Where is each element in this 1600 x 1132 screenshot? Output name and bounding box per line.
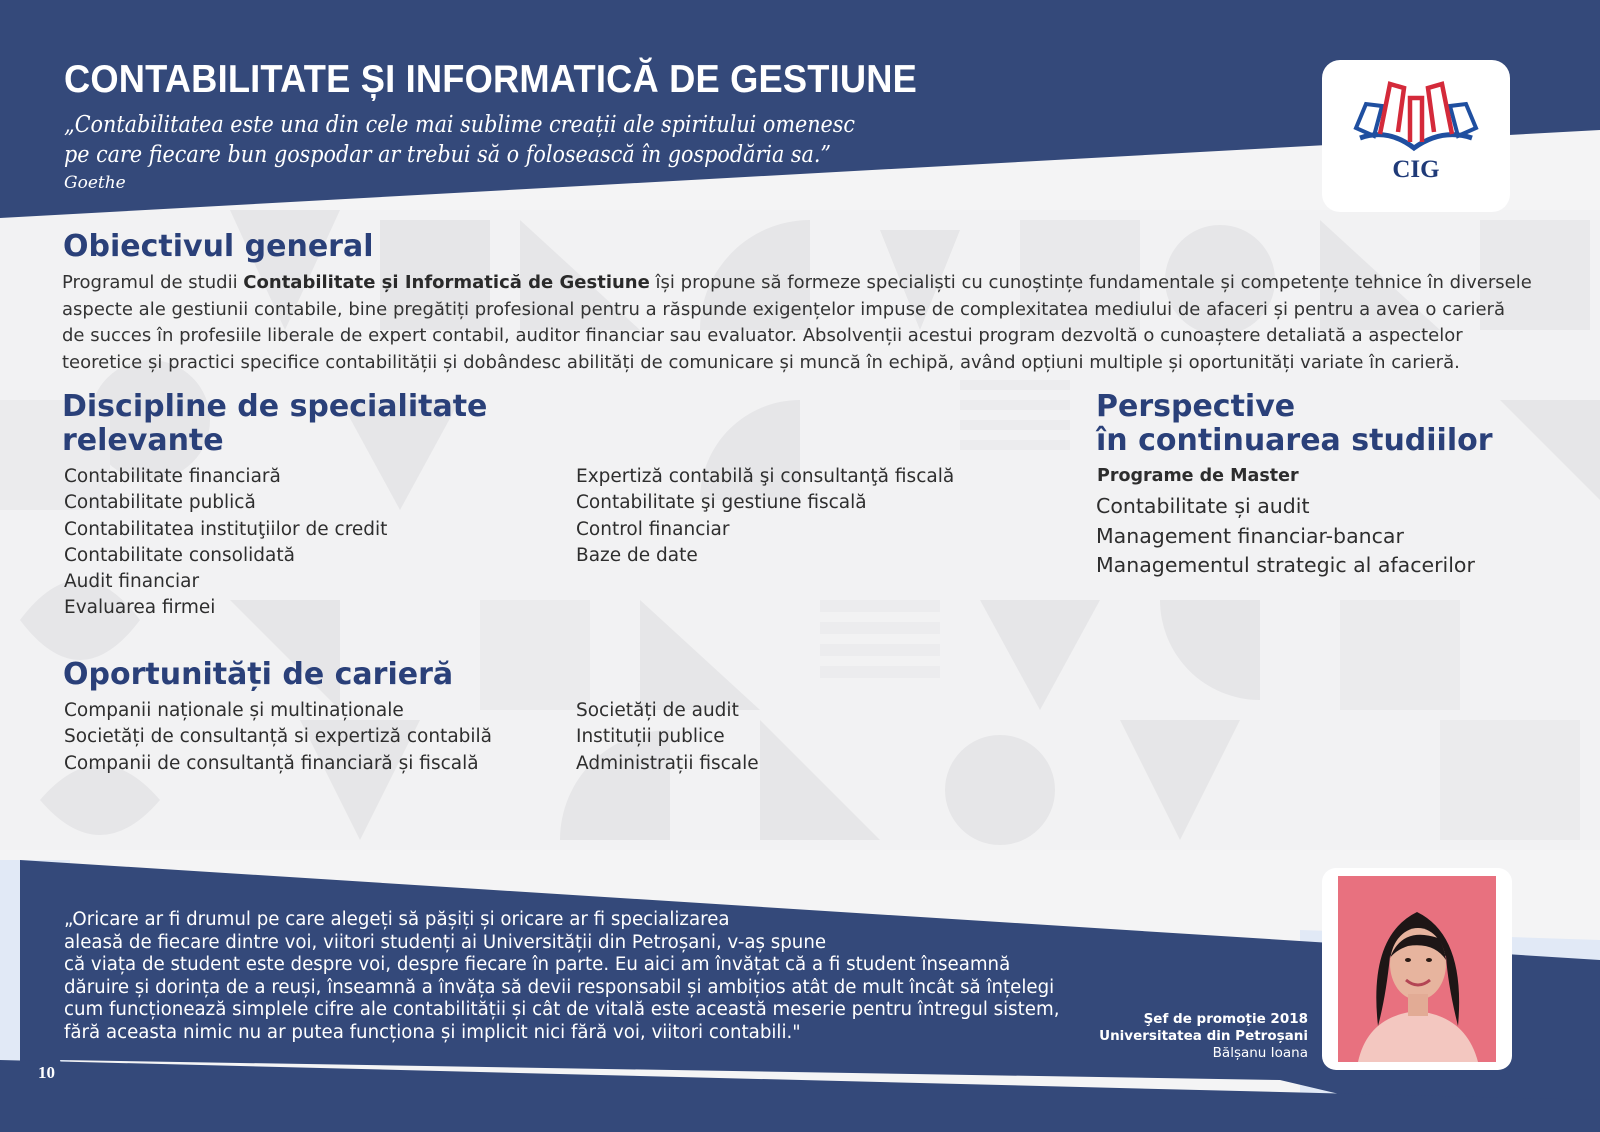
caption-title: Şef de promoție 2018 xyxy=(1143,1011,1308,1027)
list-item: Contabilitate financiară xyxy=(64,466,281,487)
list-item: Evaluarea firmei xyxy=(64,597,216,619)
list-item: Expertiză contabilă şi consultanţă fiscală xyxy=(576,466,955,487)
career-list-col2 xyxy=(576,698,759,777)
header-quote-line: „Contabilitatea este una din cele mai sublime creații ale spiritului omenesc xyxy=(64,112,856,138)
portrait-illustration xyxy=(1338,876,1496,1062)
testimonial-line: aleasă de fiecare dintre voi, viitori studenți ai Universității din Petroșani, v-aș spune xyxy=(64,931,827,953)
list-item: Audit financiar xyxy=(64,571,200,593)
list-item: Contabilitate consolidată xyxy=(64,544,295,566)
logo-text: CIG xyxy=(1392,156,1440,183)
testimonial-line: dăruire și dorința de a reuși, înseamnă a învăța să devii responsabil și ambițios atât de mult încât să înțelegi xyxy=(64,976,1055,998)
testimonial-line: cum funcționează simplele cifre ale contabilității și cât de vitală este această meserie pentru întregul sistem, xyxy=(64,999,1060,1021)
objective-paragraph xyxy=(62,270,1532,376)
testimonial-caption xyxy=(1099,1011,1308,1062)
page-number: 10 xyxy=(38,1063,55,1082)
objective-text: își propune să formeze specialiști cu cunoștințe fundamentale și competențe tehnice în diversele aspecte ale gestiunii contabile, bine pregătiți profesional pentru a răspunde exigențelor impuse de complexitatea mediului de afaceri și pentru a avea o carieră de succes în profesiile liberale de expert contabil, auditor financiar sau evaluator. Absolvenții acestui program dezvoltă o cunoaștere detaliată a aspectelor teoretice și practici specifice contabilității și dobândesc abilități de comunicare și muncă în echipă, având opțiuni multiple și oportunități variate în carieră. xyxy=(62,272,1532,373)
testimonial-line: că viața de student este despre voi, despre fiecare în parte. Eu aici am învățat că a fi student înseamnă xyxy=(64,954,1011,976)
list-item: Contabilitate publică xyxy=(64,492,256,514)
disciplines-list-col2 xyxy=(576,464,954,569)
testimonial-line: fără aceasta nimic nu ar putea funcționa și implicit nici fără voi, viitori contabili." xyxy=(64,1021,801,1043)
list-item: Administrații fiscale xyxy=(576,752,759,774)
list-item: Companii de consultanță financiară și fiscală xyxy=(64,752,479,774)
disciplines-heading-line: relevante xyxy=(62,423,224,458)
perspective-heading-line: Perspective xyxy=(1096,389,1296,424)
caption-university: Universitatea din Petroșani xyxy=(1099,1028,1308,1044)
testimonial-quote xyxy=(64,909,1059,1045)
master-programs-list xyxy=(1096,492,1475,581)
list-item: Managementul strategic al afacerilor xyxy=(1096,553,1475,577)
graduate-photo-frame xyxy=(1322,868,1512,1070)
list-item: Contabilitate şi gestiune fiscală xyxy=(576,492,867,514)
testimonial-line: „Oricare ar fi drumul pe care alegeți să pășiți și oricare ar fi specializarea xyxy=(64,909,730,930)
list-item: Contabilitate și audit xyxy=(1096,494,1310,518)
list-item: Societăți de audit xyxy=(576,700,739,721)
header-quote xyxy=(64,110,855,170)
disciplines-heading-line: Discipline de specialitate xyxy=(62,389,488,424)
master-programs-subheading: Programe de Master xyxy=(1097,466,1299,486)
list-item: Societăți de consultanță si expertiză contabilă xyxy=(64,726,493,748)
program-name: Contabilitate și Informatică de Gestiune xyxy=(243,272,650,293)
disciplines-list-col1 xyxy=(64,464,387,622)
list-item: Companii naționale și multinaționale xyxy=(64,700,404,721)
disciplines-heading xyxy=(62,390,487,458)
career-list-col1 xyxy=(64,698,492,777)
perspective-heading xyxy=(1096,390,1493,458)
header-quote-line: pe care fiecare bun gospodar ar trebui să o folosească în gospodăria sa.” xyxy=(64,142,832,168)
page-title: CONTABILITATE ȘI INFORMATICĂ DE GESTIUNE xyxy=(64,58,918,101)
list-item: Control financiar xyxy=(576,518,730,540)
quote-author: Goethe xyxy=(64,173,126,193)
perspective-heading-line: în continuarea studiilor xyxy=(1096,423,1493,458)
list-item: Instituții publice xyxy=(576,726,725,748)
objective-heading: Obiectivul general xyxy=(63,229,374,264)
cig-logo xyxy=(1322,60,1510,212)
career-heading: Oportunități de carieră xyxy=(63,657,454,692)
list-item: Management financiar-bancar xyxy=(1096,523,1404,548)
objective-text: Programul de studii xyxy=(62,272,244,293)
list-item: Contabilitatea instituţiilor de credit xyxy=(64,518,388,540)
graduate-photo xyxy=(1338,876,1496,1062)
open-book-logo-icon xyxy=(1352,76,1480,158)
caption-name: Bălșanu Ioana xyxy=(1212,1045,1308,1061)
list-item: Baze de date xyxy=(576,544,698,566)
